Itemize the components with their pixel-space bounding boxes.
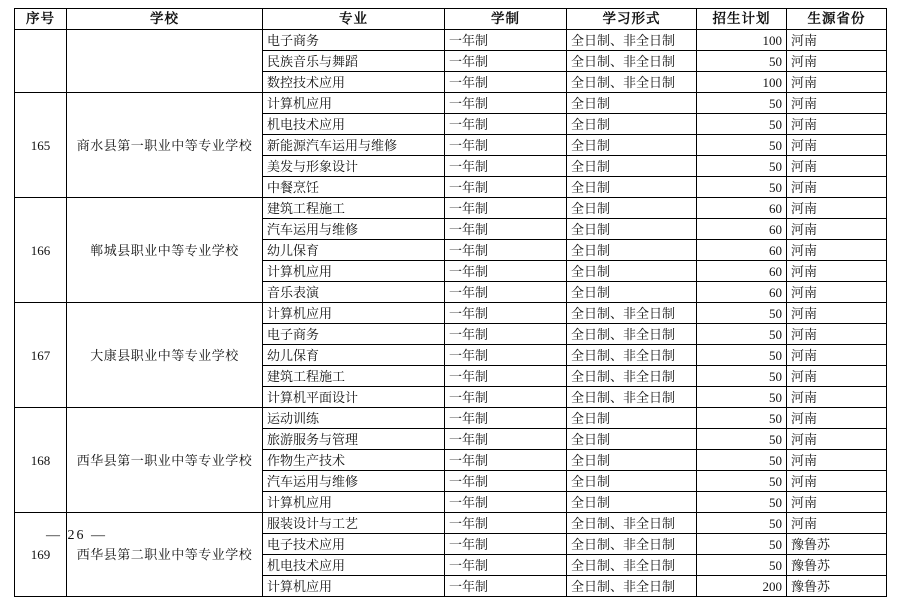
cell-major: 建筑工程施工 [263,366,445,387]
cell-province: 河南 [787,72,887,93]
cell-plan: 50 [697,114,787,135]
cell-province: 豫鲁苏 [787,534,887,555]
cell-plan: 50 [697,51,787,72]
cell-major: 计算机应用 [263,261,445,282]
cell-major: 建筑工程施工 [263,198,445,219]
cell-system: 一年制 [445,30,567,51]
cell-major: 旅游服务与管理 [263,429,445,450]
cell-study-form: 全日制、非全日制 [567,366,697,387]
cell-no: 167 [15,303,67,408]
cell-major: 幼儿保育 [263,345,445,366]
cell-major: 电子商务 [263,324,445,345]
column-header-major: 专业 [263,9,445,30]
cell-system: 一年制 [445,450,567,471]
cell-system: 一年制 [445,534,567,555]
cell-plan: 50 [697,492,787,513]
cell-province: 河南 [787,450,887,471]
cell-school: 大康县职业中等专业学校 [67,303,263,408]
cell-major: 计算机平面设计 [263,387,445,408]
cell-plan: 50 [697,534,787,555]
cell-major: 汽车运用与维修 [263,219,445,240]
cell-province: 河南 [787,51,887,72]
table-row [15,30,887,51]
cell-major: 数控技术应用 [263,72,445,93]
cell-study-form: 全日制 [567,219,697,240]
cell-plan: 50 [697,303,787,324]
page-number: — 26 — [46,528,107,543]
cell-plan: 50 [697,345,787,366]
cell-study-form: 全日制、非全日制 [567,534,697,555]
cell-study-form: 全日制 [567,450,697,471]
cell-major: 电子技术应用 [263,534,445,555]
cell-major: 计算机应用 [263,93,445,114]
cell-plan: 50 [697,513,787,534]
cell-major: 电子商务 [263,30,445,51]
cell-system: 一年制 [445,576,567,597]
cell-major: 作物生产技术 [263,450,445,471]
cell-major: 服装设计与工艺 [263,513,445,534]
cell-system: 一年制 [445,492,567,513]
cell-study-form: 全日制 [567,408,697,429]
cell-major: 计算机应用 [263,303,445,324]
cell-plan: 50 [697,450,787,471]
cell-major: 计算机应用 [263,576,445,597]
table-header [15,9,887,30]
cell-major: 运动训练 [263,408,445,429]
cell-study-form: 全日制 [567,93,697,114]
table-header-row [15,9,887,30]
cell-system: 一年制 [445,135,567,156]
table-row [15,408,887,429]
cell-major: 民族音乐与舞蹈 [263,51,445,72]
cell-system: 一年制 [445,93,567,114]
cell-system: 一年制 [445,366,567,387]
column-header-no: 序号 [15,9,67,30]
column-header-school: 学校 [67,9,263,30]
cell-major: 美发与形象设计 [263,156,445,177]
cell-study-form: 全日制 [567,240,697,261]
cell-study-form: 全日制、非全日制 [567,324,697,345]
cell-system: 一年制 [445,471,567,492]
cell-study-form: 全日制 [567,198,697,219]
cell-system: 一年制 [445,198,567,219]
cell-no [15,30,67,93]
cell-study-form: 全日制、非全日制 [567,387,697,408]
cell-plan: 60 [697,219,787,240]
table-row [15,303,887,324]
cell-study-form: 全日制 [567,492,697,513]
cell-system: 一年制 [445,408,567,429]
cell-plan: 50 [697,429,787,450]
cell-study-form: 全日制、非全日制 [567,513,697,534]
cell-plan: 50 [697,324,787,345]
cell-plan: 50 [697,177,787,198]
cell-major: 机电技术应用 [263,114,445,135]
cell-study-form: 全日制、非全日制 [567,51,697,72]
cell-study-form: 全日制 [567,135,697,156]
cell-province: 河南 [787,198,887,219]
cell-plan: 60 [697,261,787,282]
cell-major: 音乐表演 [263,282,445,303]
cell-system: 一年制 [445,387,567,408]
cell-major: 机电技术应用 [263,555,445,576]
cell-province: 河南 [787,471,887,492]
cell-no: 169 [15,513,67,597]
cell-no: 168 [15,408,67,513]
cell-major: 新能源汽车运用与维修 [263,135,445,156]
cell-province: 河南 [787,219,887,240]
cell-province: 河南 [787,93,887,114]
column-header-study-form: 学习形式 [567,9,697,30]
cell-study-form: 全日制、非全日制 [567,30,697,51]
cell-province: 豫鲁苏 [787,555,887,576]
cell-system: 一年制 [445,72,567,93]
cell-school: 西华县第二职业中等专业学校 [67,513,263,597]
cell-province: 河南 [787,366,887,387]
cell-plan: 60 [697,240,787,261]
cell-province: 河南 [787,156,887,177]
column-header-system: 学制 [445,9,567,30]
cell-province: 河南 [787,177,887,198]
cell-no: 166 [15,198,67,303]
cell-plan: 50 [697,555,787,576]
cell-province: 河南 [787,408,887,429]
cell-plan: 50 [697,408,787,429]
cell-plan: 100 [697,72,787,93]
cell-plan: 200 [697,576,787,597]
cell-major: 计算机应用 [263,492,445,513]
cell-system: 一年制 [445,177,567,198]
cell-study-form: 全日制 [567,114,697,135]
cell-system: 一年制 [445,345,567,366]
cell-province: 河南 [787,282,887,303]
cell-plan: 50 [697,366,787,387]
cell-system: 一年制 [445,114,567,135]
cell-study-form: 全日制、非全日制 [567,555,697,576]
cell-school: 郸城县职业中等专业学校 [67,198,263,303]
cell-system: 一年制 [445,513,567,534]
cell-study-form: 全日制 [567,177,697,198]
cell-study-form: 全日制 [567,429,697,450]
cell-system: 一年制 [445,51,567,72]
cell-major: 幼儿保育 [263,240,445,261]
table-row [15,93,887,114]
cell-system: 一年制 [445,324,567,345]
enrollment-plan-table [14,8,887,597]
cell-province: 豫鲁苏 [787,576,887,597]
cell-plan: 50 [697,471,787,492]
cell-study-form: 全日制、非全日制 [567,72,697,93]
cell-province: 河南 [787,240,887,261]
cell-study-form: 全日制、非全日制 [567,303,697,324]
cell-system: 一年制 [445,261,567,282]
cell-study-form: 全日制 [567,156,697,177]
cell-province: 河南 [787,492,887,513]
table-body [15,30,887,597]
cell-study-form: 全日制 [567,282,697,303]
cell-system: 一年制 [445,282,567,303]
cell-school: 西华县第一职业中等专业学校 [67,408,263,513]
cell-province: 河南 [787,135,887,156]
cell-study-form: 全日制、非全日制 [567,345,697,366]
cell-province: 河南 [787,429,887,450]
cell-system: 一年制 [445,219,567,240]
cell-province: 河南 [787,303,887,324]
cell-province: 河南 [787,30,887,51]
cell-plan: 50 [697,135,787,156]
cell-system: 一年制 [445,156,567,177]
table-row [15,198,887,219]
cell-no: 165 [15,93,67,198]
cell-study-form: 全日制、非全日制 [567,576,697,597]
column-header-plan: 招生计划 [697,9,787,30]
cell-study-form: 全日制 [567,261,697,282]
cell-system: 一年制 [445,429,567,450]
cell-plan: 60 [697,198,787,219]
cell-school: 商水县第一职业中等专业学校 [67,93,263,198]
cell-major: 汽车运用与维修 [263,471,445,492]
cell-school [67,30,263,93]
cell-plan: 100 [697,30,787,51]
cell-system: 一年制 [445,555,567,576]
cell-system: 一年制 [445,303,567,324]
cell-province: 河南 [787,387,887,408]
cell-province: 河南 [787,513,887,534]
cell-major: 中餐烹饪 [263,177,445,198]
cell-plan: 50 [697,156,787,177]
cell-province: 河南 [787,114,887,135]
cell-province: 河南 [787,324,887,345]
cell-province: 河南 [787,261,887,282]
cell-province: 河南 [787,345,887,366]
cell-system: 一年制 [445,240,567,261]
cell-plan: 60 [697,282,787,303]
cell-study-form: 全日制 [567,471,697,492]
column-header-province: 生源省份 [787,9,887,30]
cell-plan: 50 [697,93,787,114]
cell-plan: 50 [697,387,787,408]
